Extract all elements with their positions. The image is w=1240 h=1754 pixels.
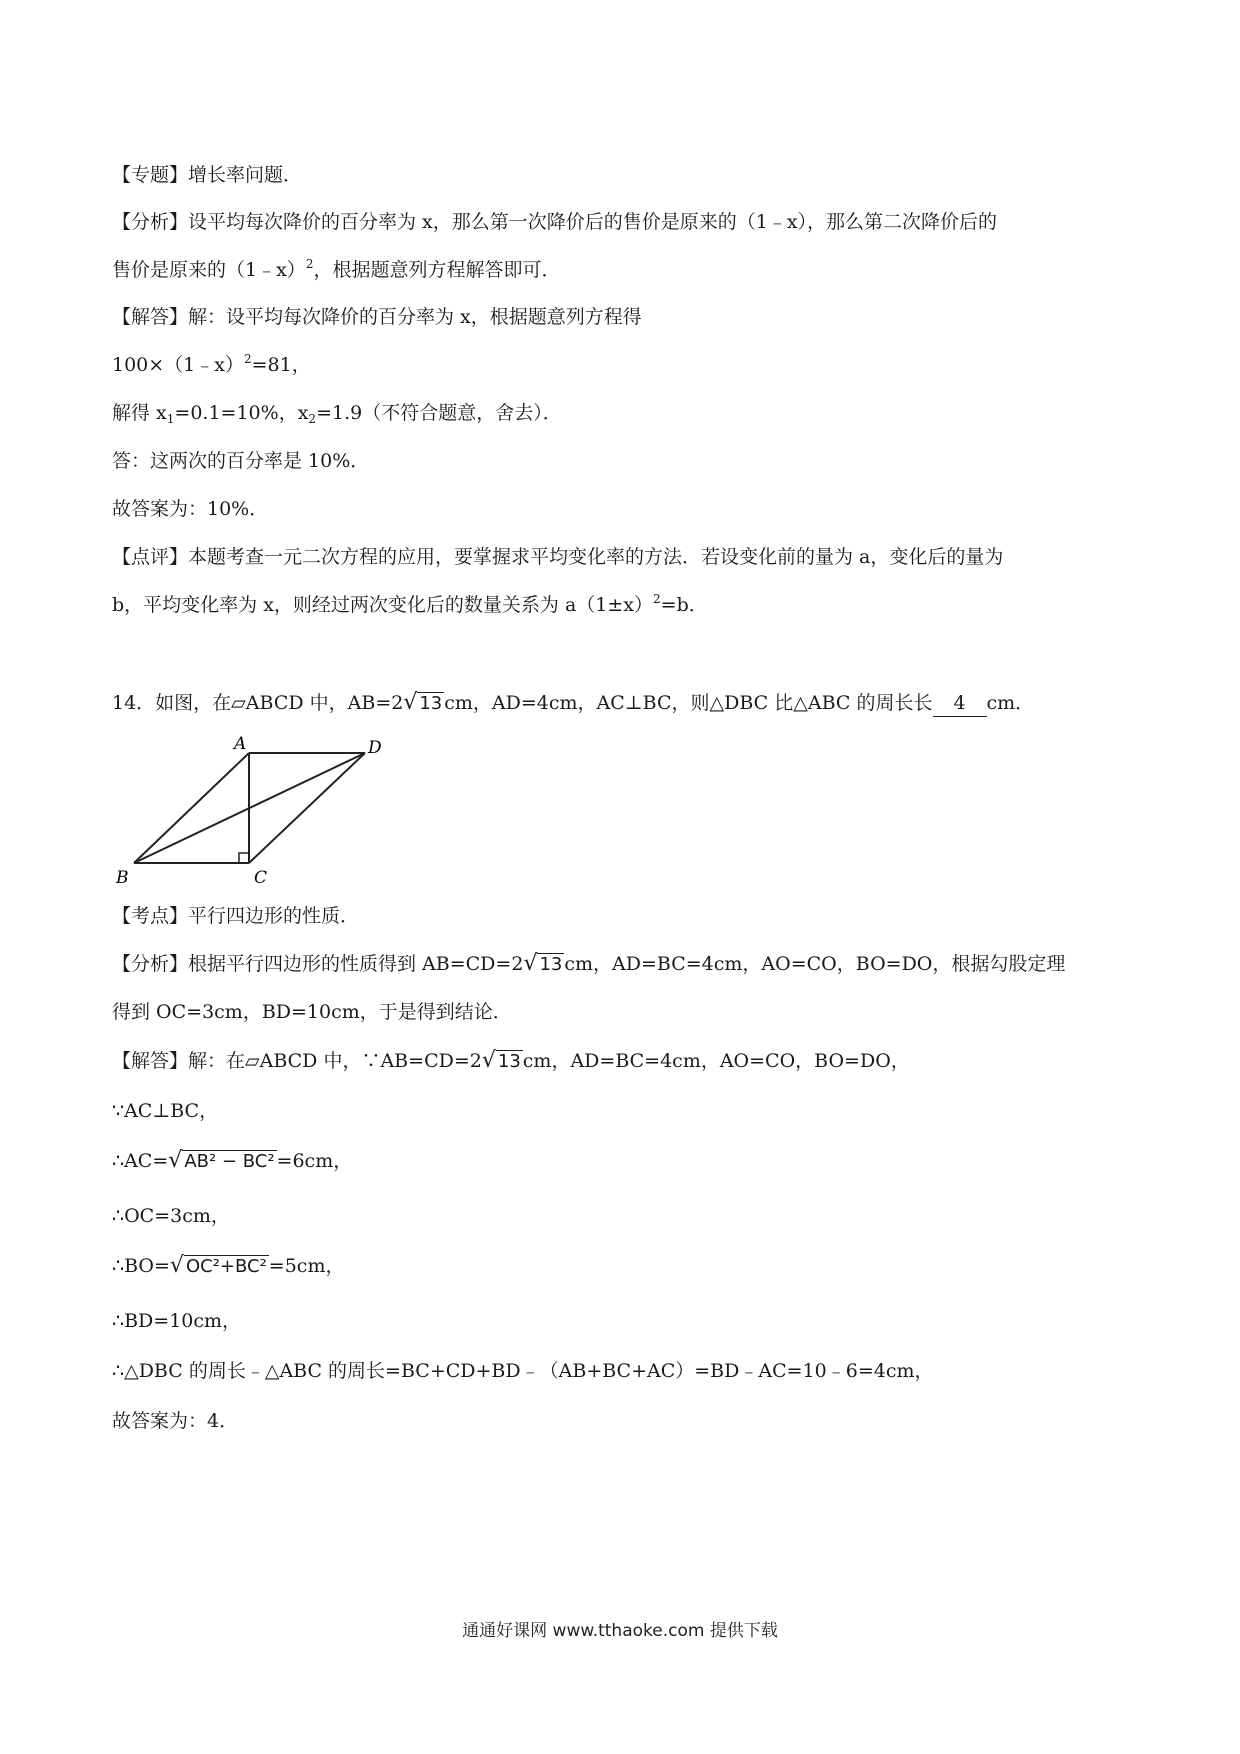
sqrt-ab2-bc2: √ AB² − BC² (168, 1148, 275, 1173)
solution14-line-4: ∴OC=3cm， (112, 1205, 230, 1227)
reply-line: 答：这两次的百分率是 10%． (112, 450, 370, 472)
solution14-line-8: 故答案为：4． (112, 1410, 239, 1432)
side-CD (249, 753, 365, 863)
parallelogram-figure (112, 733, 392, 885)
comment-line-1: 【点评】本题考查一元二次方程的应用，要掌握求平均变化率的方法．若设变化前的量为 a，变化后的量为 (112, 546, 1004, 568)
sqrt-13: √ 13 (403, 690, 443, 715)
answer-line-1: 【解答】解：设平均每次降价的百分率为 x，根据题意列方程得 (112, 306, 642, 328)
sqrt-13: √ 13 (481, 1048, 521, 1073)
right-angle-mark (239, 853, 249, 863)
page-footer: 通通好课网 www.tthaoke.com 提供下载 (462, 1621, 778, 1641)
sqrt-oc2-bc2: √ OC²+BC² (169, 1253, 267, 1278)
topic-line: 【专题】增长率问题． (112, 164, 303, 186)
analysis-line-2: 售价是原来的（1﹣x）$^2$，根据题意列方程解答即可． (112, 257, 561, 281)
roots-line: 解得 $x_1=0.1=10\%$，$x_2=1.9$（不符合题意，舍去）． (112, 402, 562, 426)
answer-blank: 4 (933, 690, 987, 717)
label-D: D (368, 738, 382, 758)
solution14-line-7: ∴△DBC 的周长﹣△ABC 的周长=BC+CD+BD﹣（AB+BC+AC）=BD﹣AC=10﹣6=4cm， (112, 1360, 934, 1382)
label-B: B (116, 868, 129, 885)
solution14-line-5: ∴BO=√ OC²+BC² =5cm， (112, 1253, 345, 1278)
side-BA (134, 753, 249, 863)
analysis14-line-1: 【分析】根据平行四边形的性质得到 AB=CD=2√ 13 cm，AD=BC=4cm，AO=CO，BO=DO，根据勾股定理 (112, 951, 1066, 976)
analysis-line-1: 【分析】设平均每次降价的百分率为 x，那么第一次降价后的售价是原来的（1﹣x），那么第二次降价后的 (112, 211, 998, 233)
label-A: A (234, 734, 247, 754)
label-C: C (254, 868, 268, 885)
solution14-line-1: 【解答】解：在▱ABCD 中，∵AB=CD=2√ 13 cm，AD=BC=4cm，AO=CO，BO=DO， (112, 1048, 910, 1073)
solution14-line-6: ∴BD=10cm， (112, 1310, 242, 1332)
analysis14-line-2: 得到 OC=3cm，BD=10cm，于是得到结论． (112, 1001, 512, 1023)
solution14-line-2: ∵AC⊥BC， (112, 1100, 219, 1122)
knowledge-point: 【考点】平行四边形的性质． (112, 905, 360, 927)
equation-line: 100×（1﹣x）$^2$=81， (112, 352, 311, 376)
comment-line-2: b，平均变化率为 x，则经过两次变化后的数量关系为 $a(1\pm x)^2=b$． (112, 592, 708, 616)
sqrt-13: √ 13 (523, 951, 563, 976)
final-answer-line: 故答案为：10%． (112, 498, 269, 520)
question-14: 14．如图，在▱ABCD 中，AB=2√ 13 cm，AD=4cm，AC⊥BC，则△DBC 比△ABC 的周长长 4 cm． (112, 690, 1035, 715)
solution14-line-3: ∴AC=√ AB² − BC² =6cm， (112, 1148, 353, 1173)
